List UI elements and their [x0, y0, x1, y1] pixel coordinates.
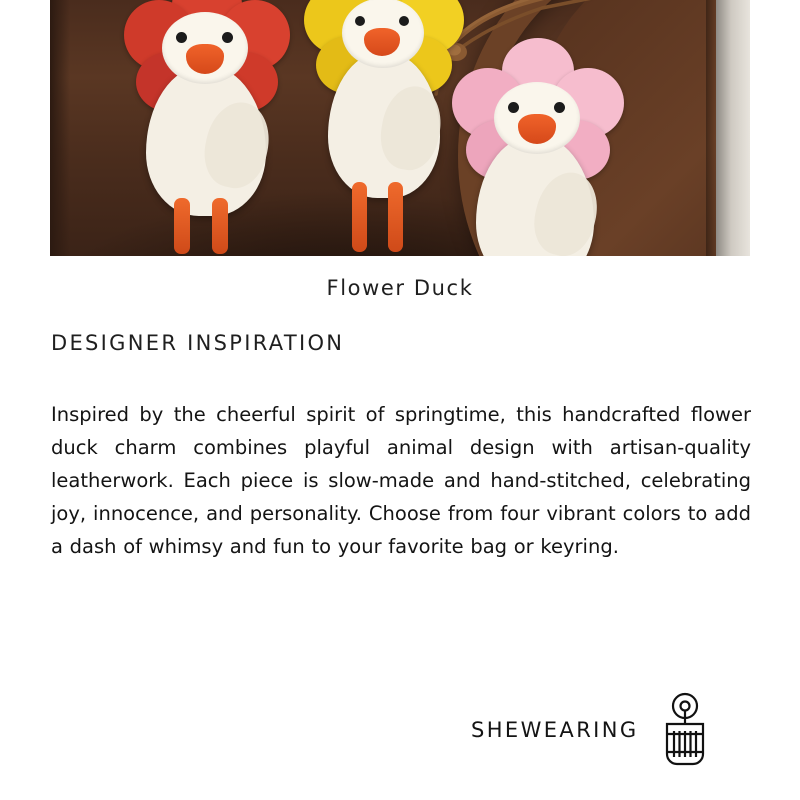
duck-charm-pink — [448, 48, 624, 256]
product-title: Flower Duck — [326, 276, 474, 300]
duck-eye-left-pink — [508, 102, 519, 113]
duck-charm-red — [120, 0, 290, 256]
duck-eye-right-yellow — [399, 16, 409, 26]
brand-name: SHEWEARING — [471, 718, 639, 742]
designer-inspiration-paragraph: Inspired by the cheerful spirit of springtime, this handcrafted flower duck charm combines playful animal design with artisan-quality leatherwork. Each piece is slow-made and hand-stitched, celebrating joy, innocence, and personality. Choose from four vibrant colors to add a dash of whimsy and fun to your favorite bag or keyring. — [51, 403, 751, 558]
shelf-shadow — [50, 0, 70, 256]
wall-edge-shadow — [706, 0, 716, 256]
hero-product-photo — [50, 0, 750, 256]
duck-leg-left-yellow — [352, 182, 367, 252]
duck-leg-left-red — [174, 198, 190, 254]
duck-eye-right-pink — [554, 102, 565, 113]
duck-eye-left-yellow — [355, 16, 365, 26]
duck-leg-right-yellow — [388, 182, 403, 252]
wall-sliver — [716, 0, 750, 256]
duck-eye-left-red — [176, 32, 187, 43]
duck-leg-right-red — [212, 198, 228, 254]
duck-charm-yellow — [298, 0, 468, 254]
brand-footer — [471, 690, 713, 770]
section-heading-designer-inspiration: DESIGNER INSPIRATION — [51, 331, 345, 355]
duck-eye-right-red — [222, 32, 233, 43]
shewearing-monogram-icon — [657, 690, 713, 770]
